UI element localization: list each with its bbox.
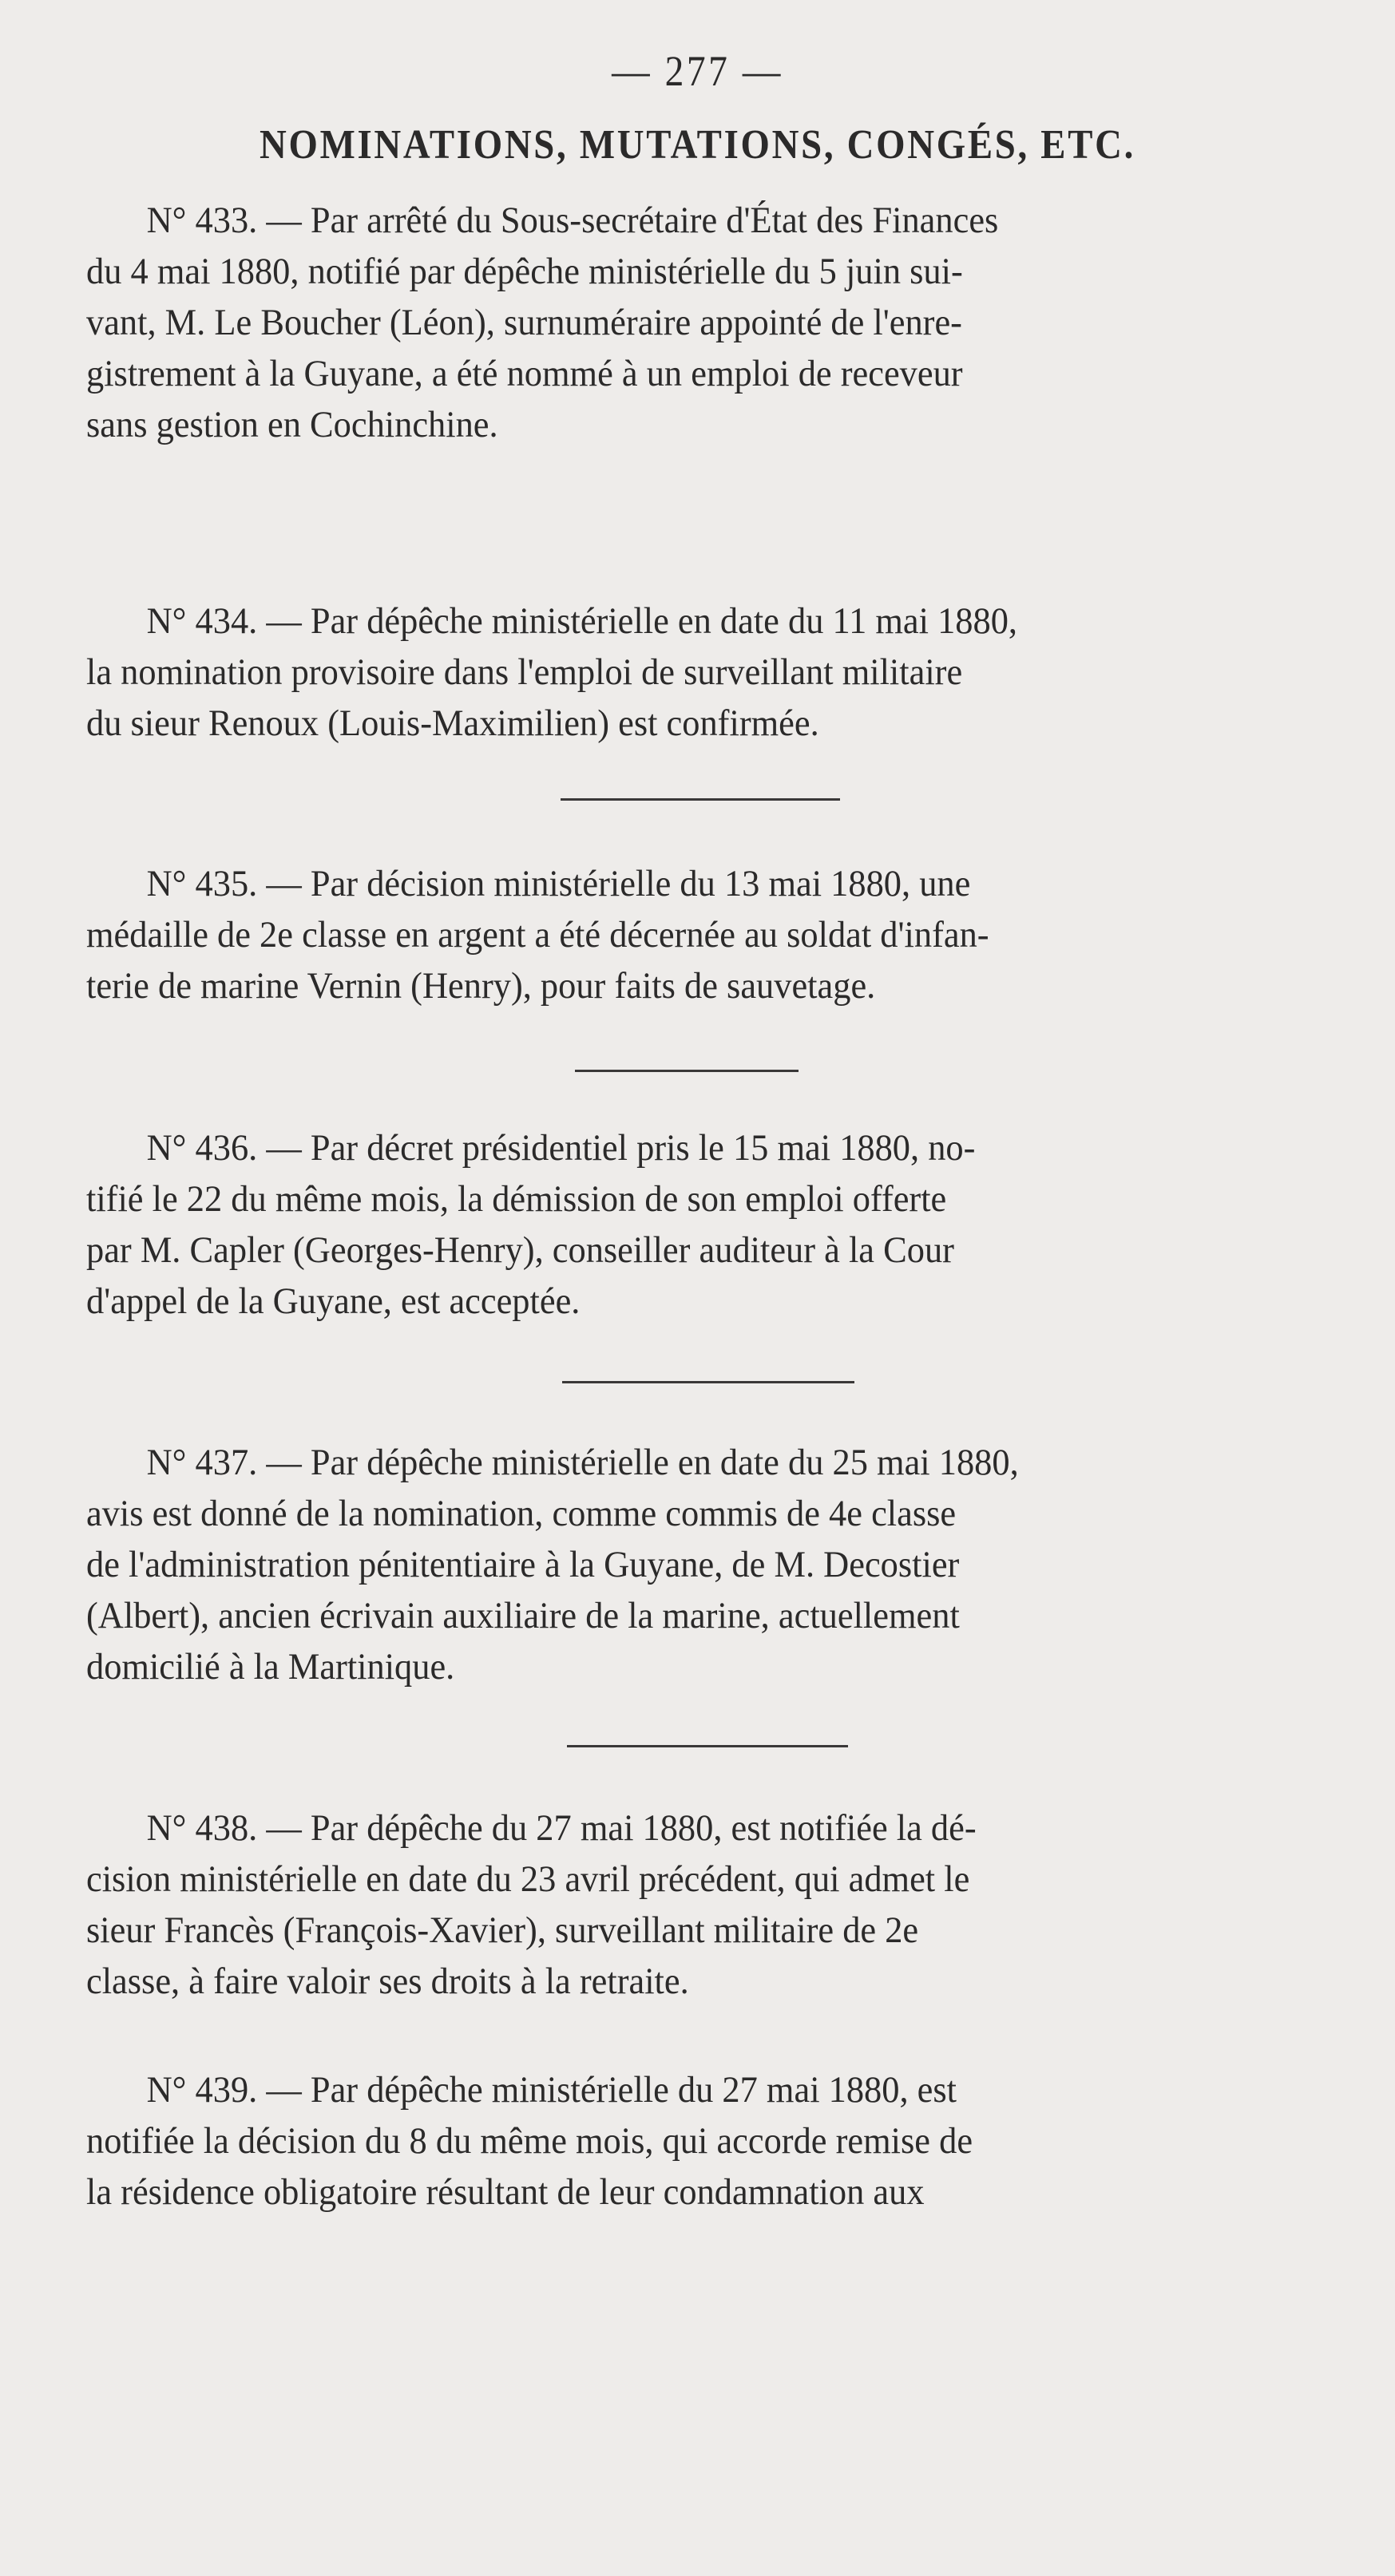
section-heading: NOMINATIONS, MUTATIONS, CONGÉS, ETC. — [259, 122, 1136, 168]
entry-line: la nomination provisoire dans l'emploi de surveillant militaire — [86, 651, 963, 693]
separator-rule — [567, 1745, 848, 1747]
entry-line: par M. Capler (Georges-Henry), conseiller auditeur à la Cour — [86, 1229, 954, 1271]
entry-line: terie de marine Vernin (Henry), pour faits de sauvetage. — [86, 965, 876, 1007]
entry-line: N° 435. — Par décision ministérielle du 13 mai 1880, une — [146, 863, 971, 904]
entry-437 — [86, 1437, 1316, 1692]
entry-line: du sieur Renoux (Louis-Maximilien) est confirmée. — [86, 702, 819, 744]
entry-439 — [86, 2064, 1316, 2218]
entry-line: N° 439. — Par dépêche ministérielle du 27 mai 1880, est — [146, 2069, 957, 2111]
entry-line: de l'administration pénitentiaire à la Guyane, de M. Decostier — [86, 1544, 960, 1585]
entry-line: vant, M. Le Boucher (Léon), surnuméraire appointé de l'enre- — [86, 302, 962, 343]
separator-rule — [575, 1070, 799, 1072]
entry-line: gistrement à la Guyane, a été nommé à un emploi de receveur — [86, 353, 963, 394]
entry-line: sans gestion en Cochinchine. — [86, 404, 498, 445]
entry-line: avis est donné de la nomination, comme commis de 4e classe — [86, 1493, 957, 1534]
separator-rule — [562, 1381, 854, 1383]
entry-line: domicilié à la Martinique. — [86, 1646, 455, 1688]
page-number: — 277 — — [612, 47, 783, 95]
entry-line: classe, à faire valoir ses droits à la retraite. — [86, 1961, 689, 2002]
entry-433 — [86, 195, 1316, 450]
separator-rule — [561, 798, 840, 801]
entry-line: sieur Francès (François-Xavier), surveillant militaire de 2e — [86, 1909, 919, 1951]
entry-438 — [86, 1802, 1316, 2007]
entry-line: (Albert), ancien écrivain auxiliaire de la marine, actuellement — [86, 1595, 960, 1636]
entry-line: N° 438. — Par dépêche du 27 mai 1880, est notifiée la dé- — [146, 1807, 977, 1849]
entry-434 — [86, 596, 1316, 749]
entry-line: d'appel de la Guyane, est acceptée. — [86, 1280, 581, 1322]
entry-line: N° 436. — Par décret présidentiel pris le 15 mai 1880, no- — [146, 1127, 976, 1169]
entry-line: tifié le 22 du même mois, la démission de son emploi offerte — [86, 1178, 947, 1220]
entry-line: du 4 mai 1880, notifié par dépêche ministérielle du 5 juin sui- — [86, 251, 963, 292]
entry-435 — [86, 858, 1316, 1011]
entry-line: N° 434. — Par dépêche ministérielle en date du 11 mai 1880, — [146, 600, 1018, 642]
entry-line: N° 433. — Par arrêté du Sous-secrétaire d'État des Finances — [146, 200, 999, 241]
entry-line: notifiée la décision du 8 du même mois, qui accorde remise de — [86, 2120, 973, 2162]
entry-line: médaille de 2e classe en argent a été décernée au soldat d'infan- — [86, 914, 989, 956]
entry-line: cision ministérielle en date du 23 avril précédent, qui admet le — [86, 1858, 970, 1900]
entry-436 — [86, 1122, 1316, 1327]
entry-line: la résidence obligatoire résultant de leur condamnation aux — [86, 2171, 925, 2213]
entry-line: N° 437. — Par dépêche ministérielle en date du 25 mai 1880, — [146, 1442, 1019, 1483]
